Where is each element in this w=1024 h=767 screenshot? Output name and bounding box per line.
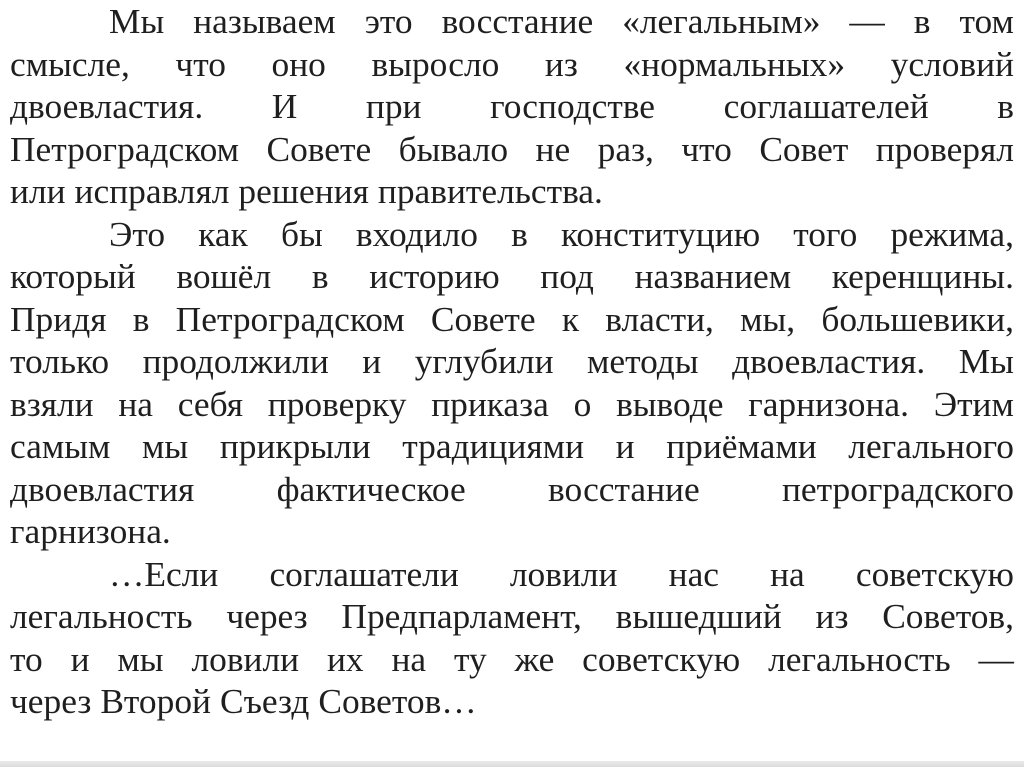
word: Совет bbox=[759, 128, 849, 169]
word: керенщины. bbox=[831, 256, 1014, 296]
word: Советов, bbox=[882, 596, 1014, 636]
word: что bbox=[681, 128, 732, 169]
word: вышедший bbox=[615, 596, 782, 636]
word: в bbox=[997, 86, 1014, 126]
word: вошёл bbox=[176, 256, 272, 296]
word: как bbox=[198, 213, 248, 254]
word: — bbox=[978, 638, 1014, 679]
word: Второй bbox=[100, 681, 211, 721]
word: восстание bbox=[441, 1, 594, 41]
text-line bbox=[10, 298, 1014, 341]
paragraph-2 bbox=[10, 213, 1014, 553]
text-line bbox=[10, 638, 1014, 681]
word: Предпарламент, bbox=[341, 596, 582, 636]
word: их bbox=[326, 638, 364, 679]
word: углубили bbox=[414, 341, 554, 381]
word: приёмами bbox=[666, 426, 817, 466]
word: Придя bbox=[10, 298, 107, 339]
paragraph-3 bbox=[10, 553, 1014, 723]
word: нас bbox=[668, 553, 719, 594]
word: в bbox=[311, 256, 329, 296]
word: гарнизона. bbox=[10, 511, 171, 551]
word: восстание bbox=[548, 468, 700, 509]
word: через bbox=[10, 681, 92, 721]
word: Мы bbox=[109, 1, 165, 41]
word: проверял bbox=[875, 128, 1014, 169]
word: и bbox=[362, 341, 382, 381]
text-line bbox=[10, 383, 1014, 426]
text-line bbox=[10, 213, 1014, 256]
word: взяли bbox=[10, 383, 94, 424]
word: ту bbox=[454, 638, 487, 679]
text-line bbox=[10, 128, 1014, 171]
word: Съезд bbox=[219, 681, 310, 721]
text-line bbox=[10, 255, 1014, 298]
word: методы bbox=[587, 341, 699, 381]
word: Совете bbox=[430, 298, 536, 339]
word: бывало bbox=[398, 128, 509, 169]
word: оно bbox=[271, 43, 326, 84]
word: гарнизона. bbox=[748, 383, 909, 424]
document-page bbox=[10, 0, 1014, 767]
word: Этим bbox=[933, 383, 1014, 424]
word: бы bbox=[280, 213, 323, 254]
word: который bbox=[10, 256, 136, 296]
word: советскую bbox=[855, 553, 1014, 594]
text-line bbox=[10, 468, 1014, 511]
word: на bbox=[118, 383, 153, 424]
word: мы bbox=[117, 638, 164, 679]
word: Это bbox=[109, 213, 166, 254]
word: Петроградском bbox=[175, 298, 405, 339]
word: того bbox=[793, 213, 858, 254]
word: же bbox=[514, 638, 555, 679]
word: прикрыли bbox=[219, 426, 371, 466]
word: не bbox=[535, 128, 571, 169]
word: себя bbox=[177, 383, 244, 424]
word: или bbox=[10, 171, 66, 211]
word: в bbox=[511, 213, 528, 254]
word: что bbox=[175, 43, 226, 84]
word: решения bbox=[238, 171, 369, 211]
word: при bbox=[365, 86, 422, 126]
word: и bbox=[615, 426, 635, 466]
word: историю bbox=[369, 256, 500, 296]
word: большевики, bbox=[821, 298, 1014, 339]
text-line bbox=[10, 595, 1014, 638]
word: фактическое bbox=[276, 468, 466, 509]
word: в bbox=[132, 298, 150, 339]
word: соглашателей bbox=[723, 86, 929, 126]
word: называем bbox=[193, 1, 336, 41]
word: …Если bbox=[109, 553, 219, 594]
word: Мы bbox=[958, 341, 1014, 381]
word: петроградского bbox=[781, 468, 1014, 509]
word: господстве bbox=[490, 86, 656, 126]
word: из bbox=[544, 43, 578, 84]
word: на bbox=[391, 638, 427, 679]
word: исправлял bbox=[74, 171, 230, 211]
word: мы, bbox=[740, 298, 796, 339]
word: «нормальных» bbox=[623, 43, 846, 84]
word: это bbox=[364, 1, 413, 41]
word: двоевластия. bbox=[10, 86, 204, 126]
word: конституцию bbox=[560, 213, 761, 254]
word: выводе bbox=[616, 383, 724, 424]
text-line bbox=[10, 43, 1014, 86]
word: только bbox=[10, 341, 110, 381]
word: правительства. bbox=[377, 171, 603, 211]
word: двоевластия. bbox=[732, 341, 926, 381]
word: том bbox=[959, 1, 1014, 41]
text-line bbox=[10, 340, 1014, 383]
word: «легальным» bbox=[622, 1, 821, 41]
word: соглашатели bbox=[269, 553, 459, 594]
word: Советов… bbox=[318, 681, 477, 721]
word: И bbox=[271, 86, 298, 126]
paragraph-1 bbox=[10, 0, 1014, 213]
word: советскую bbox=[582, 638, 741, 679]
word: к bbox=[561, 298, 580, 339]
word: в bbox=[913, 1, 931, 41]
word: проверку bbox=[267, 383, 407, 424]
word: легальность bbox=[768, 638, 951, 679]
word: двоевластия bbox=[10, 468, 195, 509]
word: — bbox=[849, 1, 885, 41]
word: Совете bbox=[266, 128, 372, 169]
word: легального bbox=[848, 426, 1014, 466]
word: раз, bbox=[597, 128, 654, 169]
word: приказа bbox=[431, 383, 549, 424]
word: ловили bbox=[191, 638, 300, 679]
word: власти, bbox=[605, 298, 714, 339]
word: выросло bbox=[371, 43, 500, 84]
text-line bbox=[10, 510, 1014, 553]
word: через bbox=[226, 596, 308, 636]
word: продолжили bbox=[142, 341, 329, 381]
text-line bbox=[10, 680, 1014, 723]
word: из bbox=[815, 596, 849, 636]
word: смысле, bbox=[10, 43, 130, 84]
word: названием bbox=[634, 256, 792, 296]
word: под bbox=[540, 256, 594, 296]
word: о bbox=[573, 383, 592, 424]
word: и bbox=[70, 638, 90, 679]
word: то bbox=[10, 638, 43, 679]
text-line bbox=[10, 85, 1014, 128]
word: мы bbox=[142, 426, 189, 466]
text-line bbox=[10, 425, 1014, 468]
word: режима, bbox=[890, 213, 1014, 254]
word: самым bbox=[10, 426, 111, 466]
word: Петроградском bbox=[10, 128, 240, 169]
text-line bbox=[10, 170, 1014, 213]
word: традициями bbox=[402, 426, 585, 466]
word: легальность bbox=[10, 596, 193, 636]
word: на bbox=[770, 553, 805, 594]
text-line bbox=[10, 0, 1014, 43]
word: ловили bbox=[509, 553, 618, 594]
text-line bbox=[10, 553, 1014, 596]
word: входило bbox=[355, 213, 478, 254]
bottom-border bbox=[0, 761, 1024, 767]
word: условий bbox=[890, 43, 1014, 84]
